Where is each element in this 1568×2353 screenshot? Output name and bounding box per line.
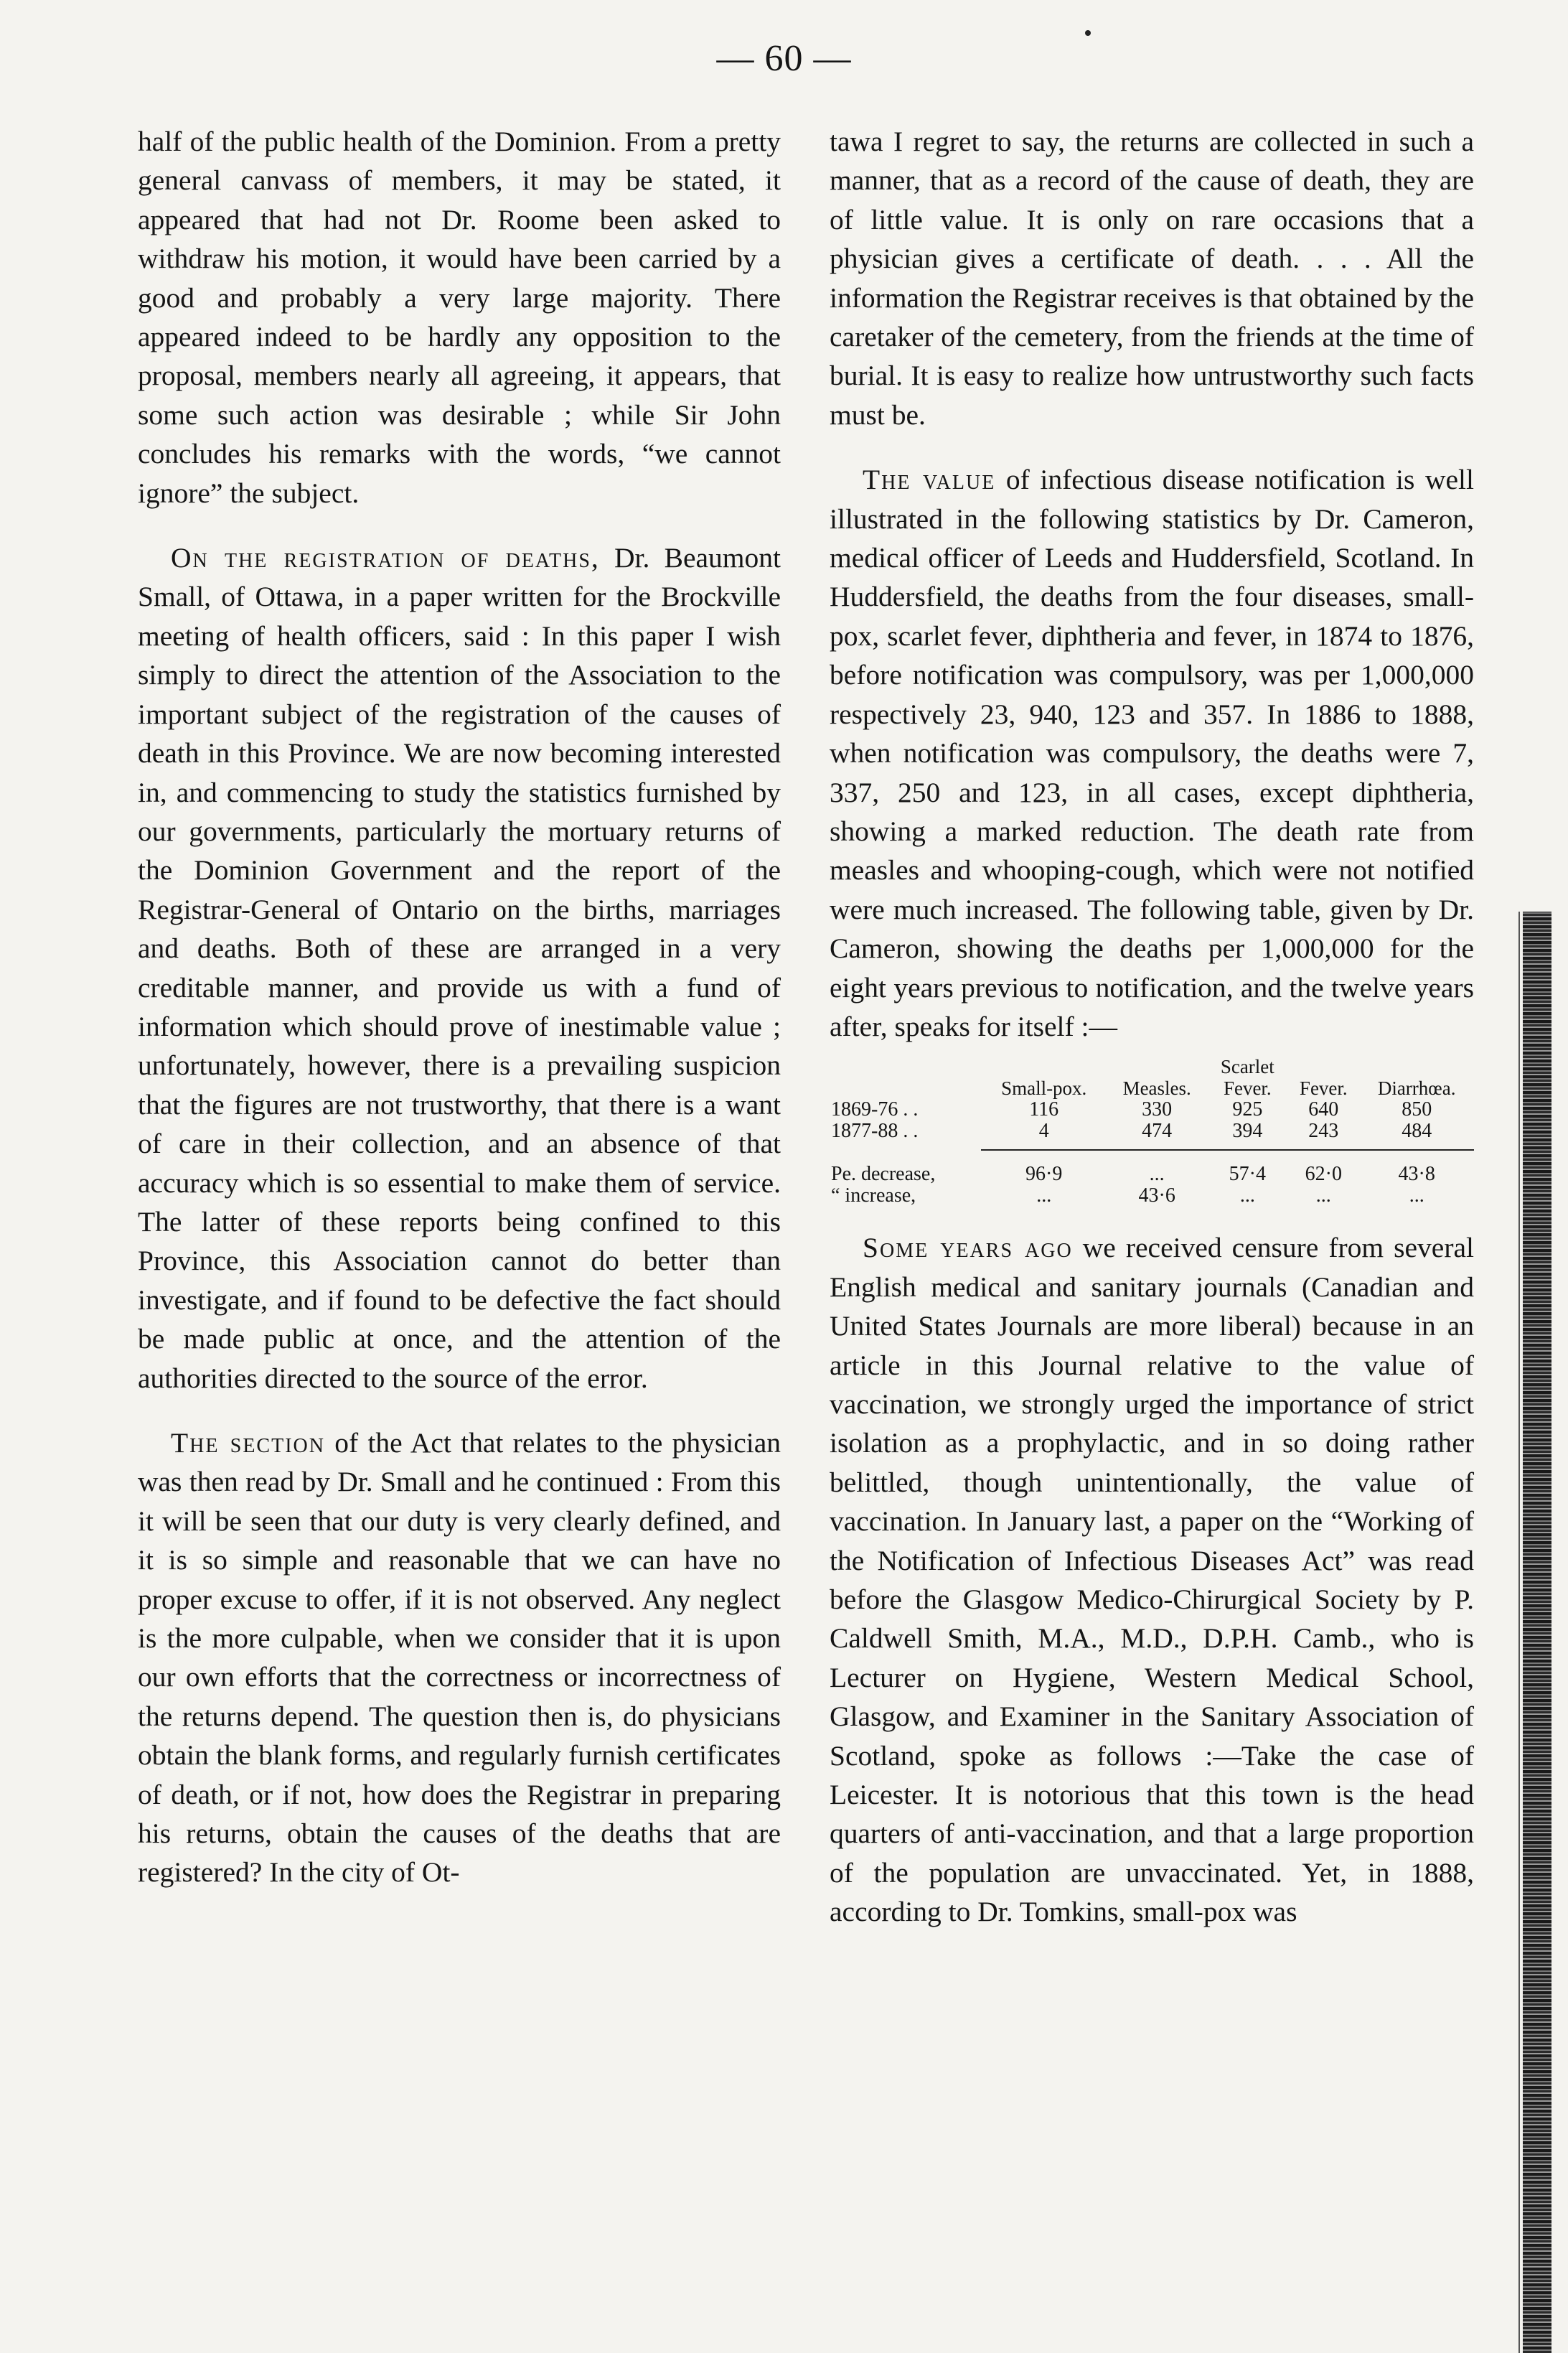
section-lead: The value — [863, 464, 996, 496]
table-cell: 116 — [1029, 1098, 1059, 1121]
table-cell: ... — [1239, 1184, 1255, 1207]
scan-edge-texture — [1523, 912, 1551, 2353]
left-paragraph-1: half of the public health of the Dominion. From a pretty general canvass of members, it may be stated, it appeared that had not Dr. Roome been asked to withdraw his motion, it would have been carried by a good and probably a very large majority. There appeared indeed to be hardly any opposition to the proposal, members nearly all agreeing, it appears, that some such action was desirable ; while Sir John concludes his remarks with the words, “we cannot ignore” the subject. — [138, 126, 781, 509]
table-cell: 850 — [1402, 1098, 1432, 1121]
row-label: “ increase, — [831, 1184, 916, 1207]
header-cell: Scarlet — [1220, 1056, 1274, 1078]
table-cell: 640 — [1308, 1098, 1339, 1121]
section-lead: Some years ago — [863, 1232, 1073, 1264]
header-cell: Fever. — [1223, 1077, 1272, 1100]
table-row — [830, 1121, 1474, 1142]
row-label: 1877-88 . . — [831, 1120, 919, 1143]
table-cell: 474 — [1142, 1120, 1173, 1143]
table-cell: ... — [1315, 1184, 1331, 1207]
table-cell: 243 — [1308, 1120, 1339, 1143]
summary-row — [830, 1185, 1474, 1207]
right-paragraph-1: tawa I regret to say, the returns are collected in such a manner, that as a record of the cause of death, they are of little value. It is only on rare occasions that a physician gives a certificate of death. . . . All the information the Registrar receives is that obtained by the caretaker of the cemetery, from the friends at the time of burial. It is easy to realize how untrustworthy such facts must be. — [830, 126, 1474, 431]
page-number: — 60 — — [716, 38, 852, 79]
left-column — [138, 122, 781, 1892]
header-cell: Small-pox. — [1001, 1077, 1087, 1100]
table-cell: 925 — [1232, 1098, 1263, 1121]
left-paragraph-3 — [138, 1423, 781, 1892]
table-cell: 43·8 — [1398, 1163, 1435, 1186]
paragraph-body: we received censure from several English medical and sanitary journals (Canadian and United States Journals are more liberal) because in an article in this Journal relative to the value of vaccination, we strongly urged the importance of strict isolation as a prophylactic, and in so doing rather belittled, though unintentionally, the value of vaccination. In January last, a paper on the “Working of the Notification of Infectious Diseases Act” was read before the Glasgow Medico-Chirurgical Society by P. Caldwell Smith, M.A., M.D., D.P.H. Camb., who is Lecturer on Hygiene, Western Medical School, Glasgow, and Examiner in the Sanitary Association of Scotland, spoke as follows :—Take the case of Leicester. It is notorious that this town is the head quarters of anti-vaccination, and that a large proportion of the population are unvaccinated. Yet, in 1888, according to Dr. Tomkins, small-pox was — [830, 1232, 1474, 1928]
ink-dot — [1085, 30, 1091, 36]
header-cell — [830, 1056, 981, 1077]
header-cell — [1107, 1056, 1207, 1077]
table-cell: 330 — [1142, 1098, 1173, 1121]
table-rule — [830, 1142, 1474, 1150]
table-header-top — [830, 1056, 1474, 1077]
table-cell: ... — [1036, 1184, 1052, 1207]
row-label: 1869-76 . . — [831, 1098, 919, 1121]
table-spacer — [830, 1150, 1474, 1164]
row-label: Pe. decrease, — [831, 1163, 936, 1186]
table-cell: 62·0 — [1305, 1163, 1342, 1186]
table-cell: 394 — [1232, 1120, 1263, 1143]
table-cell: 4 — [1038, 1120, 1049, 1143]
scan-edge-line — [1518, 912, 1520, 2353]
right-paragraph-2 — [830, 460, 1474, 1046]
paragraph-body: of infectious disease notification is well illustrated in the following statistics by Dr. Cameron, medical officer of Leeds and Huddersfield, Scotland. In Huddersfield, the deaths from the four diseases, small-pox, scarlet fever, diphtheria and fever, in 1874 to 1876, before notification was compulsory, was per 1,000,000 respectively 23, 940, 123 and 357. In 1886 to 1888, when notification was compulsory, the deaths were 7, 337, 250 and 123, in all cases, except diphtheria, showing a marked reduction. The death rate from measles and whooping-cough, which were not notified were much increased. The following table, given by Dr. Cameron, showing the deaths per 1,000,000 for the eight years previous to notification, and the twelve years after, speaks for itself :— — [830, 464, 1474, 1042]
section-lead: The section — [171, 1427, 325, 1459]
table-cell: 96·9 — [1025, 1163, 1063, 1186]
section-lead: On the registration of deaths, — [171, 542, 600, 574]
table-cell: 43·6 — [1138, 1184, 1175, 1207]
table-header — [830, 1077, 1474, 1099]
mortality-table — [830, 1056, 1474, 1207]
header-cell: Fever. — [1299, 1077, 1348, 1100]
left-paragraph-2 — [138, 538, 781, 1398]
header-cell — [1287, 1056, 1359, 1077]
paragraph-body: of the Act that relates to the physician was then read by Dr. Small and he continued : From this it will be seen that our duty is very clearly defined, and it is so simple and reasonable that we can have no proper excuse to offer, if it is not observed. Any neglect is the more culpable, when we consider that it is upon our own efforts that the correctness or incorrectness of the returns depend. The question then is, do physicians obtain the blank forms, and regularly furnish certificates of death, or if not, how does the Registrar in preparing his returns, obtain the causes of the deaths that are registered? In the city of Ot- — [138, 1427, 781, 1889]
table-cell: ... — [1409, 1184, 1424, 1207]
table-cell: 57·4 — [1229, 1163, 1266, 1186]
table-cell: ... — [1149, 1163, 1165, 1186]
paragraph-body: Dr. Beaumont Small, of Ottawa, in a paper written for the Brockville meeting of health officers, said : In this paper I wish simply to direct the attention of the Association to the important subject of the registration of the causes of death in this Province. We are now becoming interested in, and commencing to study the statistics furnished by our governments, particularly the mortuary returns of the Dominion Government and the report of the Registrar-General of Ontario on the births, marriages and deaths. Both of these are arranged in a very creditable manner, and provide us with a fund of information which should prove of inestimable value ; unfortunately, however, there is a prevailing suspicion that the figures are not trustworthy, that there is a want of care in their collection, and an absence of that accuracy which is so essential to make them of service. The latter of these reports being confined to this Province, this Association cannot do better than investigate, and if found to be defective the fact should be made public at once, and the attention of the authorities directed to the source of the error. — [138, 542, 781, 1394]
summary-row — [830, 1164, 1474, 1185]
table-row — [830, 1099, 1474, 1121]
header-cell — [1359, 1056, 1474, 1077]
header-cell: Diarrhœa. — [1377, 1077, 1456, 1100]
header-cell: Measles. — [1122, 1077, 1191, 1100]
header-cell — [830, 1077, 981, 1099]
right-column — [830, 122, 1474, 1932]
table-cell: 484 — [1402, 1120, 1432, 1143]
right-paragraph-3 — [830, 1228, 1474, 1931]
header-cell — [981, 1056, 1106, 1077]
